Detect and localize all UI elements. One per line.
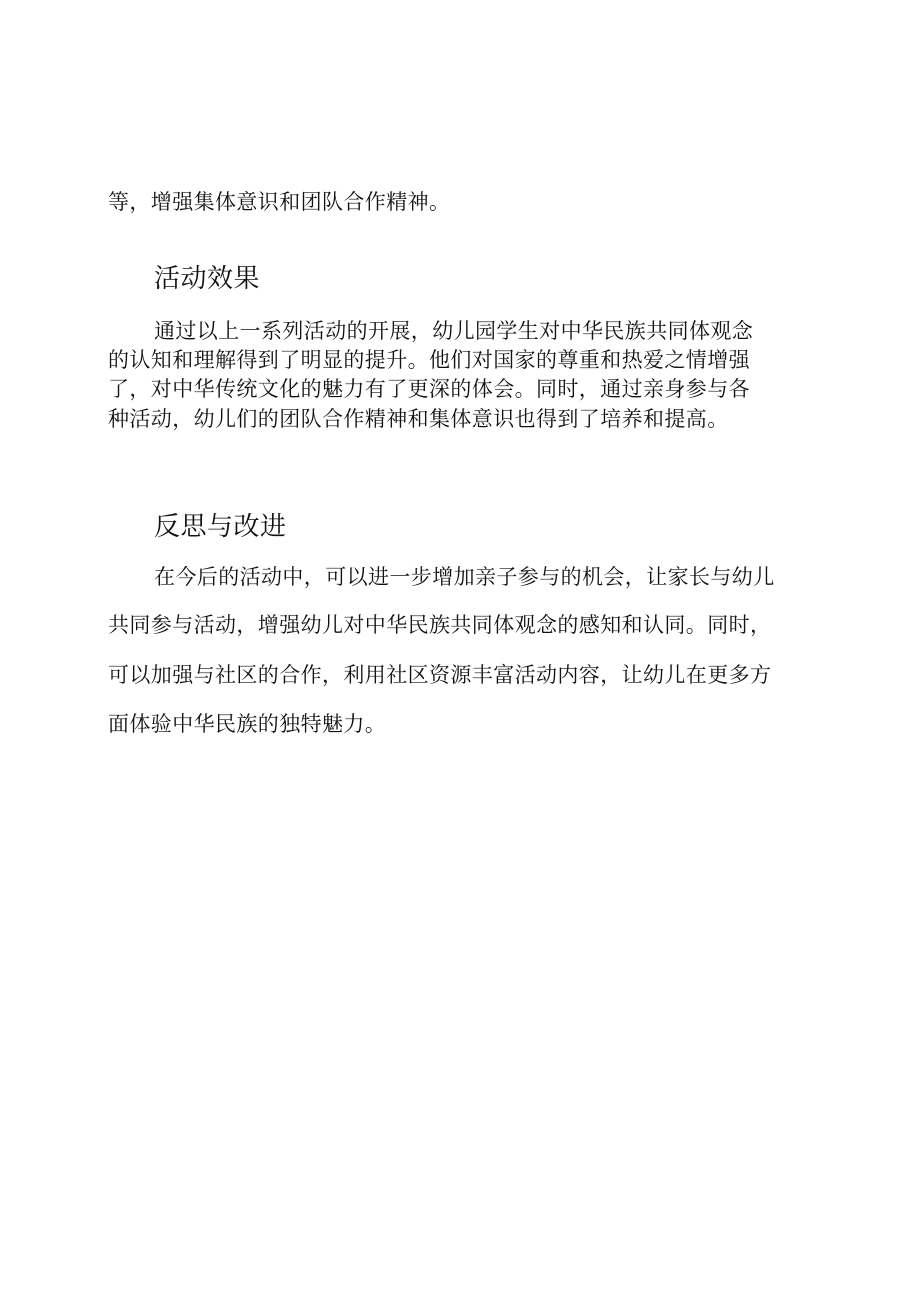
reflection-paragraph-line: 在今后的活动中，可以进一步增加亲子参与的机会，让家长与幼儿 [154, 565, 775, 589]
continuation-paragraph-line: 等，增强集体意识和团队合作精神。 [108, 190, 451, 214]
reflection-paragraph-line: 共同参与活动，增强幼儿对中华民族共同体观念的感知和认同。同时， [108, 613, 772, 637]
section-heading-activity-effect: 活动效果 [154, 264, 261, 294]
effect-paragraph-line: 通过以上一系列活动的开展，幼儿园学生对中华民族共同体观念 [154, 319, 754, 343]
reflection-paragraph-line: 可以加强与社区的合作，利用社区资源丰富活动内容，让幼儿在更多方 [108, 663, 772, 687]
effect-paragraph-line: 了，对中华传统文化的魅力有了更深的体会。同时，通过亲身参与各 [108, 377, 750, 401]
effect-paragraph-line: 的认知和理解得到了明显的提升。他们对国家的尊重和热爱之情增强 [108, 348, 750, 372]
reflection-paragraph-line: 面体验中华民族的独特魅力。 [108, 712, 387, 736]
section-heading-reflection-improvement: 反思与改进 [154, 512, 287, 542]
effect-paragraph-line: 种活动，幼儿们的团队合作精神和集体意识也得到了培养和提高。 [108, 407, 729, 431]
